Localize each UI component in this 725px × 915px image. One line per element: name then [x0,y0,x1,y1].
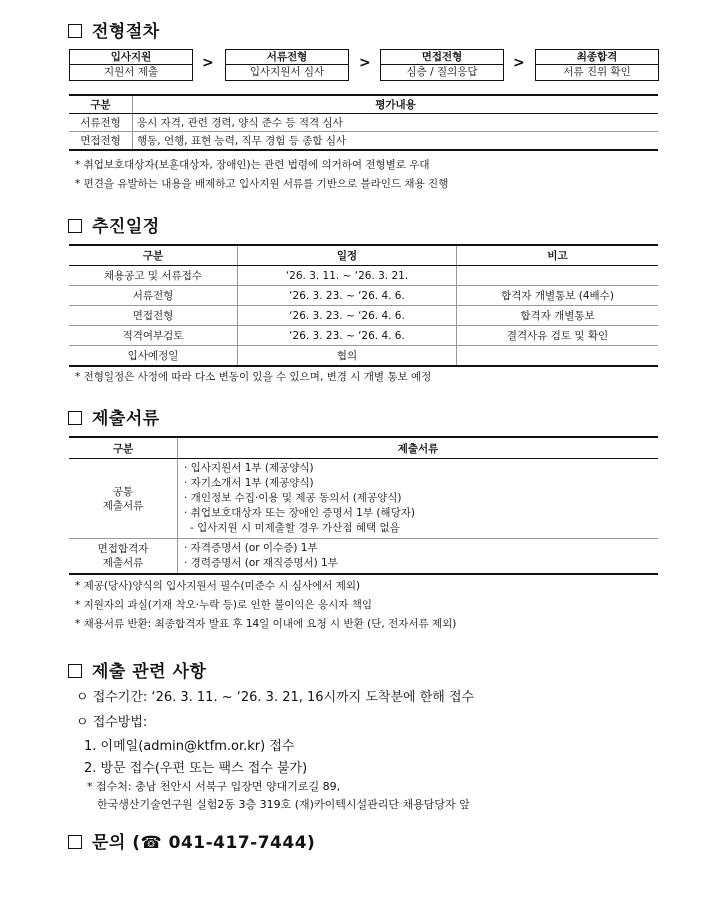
submission-method-email: 1. 이메일(admin@ktfm.or.kr) 접수 [84,739,295,754]
schedule-table [69,244,658,367]
chevron-right-icon: > [202,55,214,71]
table-cell-label: 공통 제출서류 [69,459,178,539]
step-document-screening [225,49,349,81]
list-item: · 자격증명서 (or 이수증) 1부 [184,542,318,554]
step-desc: 입사지원서 심사 [249,66,325,78]
section-title-procedure: 전형절차 [68,17,160,42]
table-cell: ‘26. 3. 23. ~ ‘26. 4. 6. [238,306,457,326]
note-line: * 편견을 유발하는 내용을 배제하고 입사지원 서류를 기반으로 블라인드 채용 진행 [75,178,449,190]
column-header: 평가내용 [133,95,659,114]
table-cell: 결격사유 검토 및 확인 [457,326,659,346]
table-row [69,132,658,151]
table-row [69,539,658,575]
submission-address-line2: 한국생산기술연구원 실험2동 3층 319호 (재)카이텍시설관리단 채용담당자 앞 [97,798,470,811]
list-item: - 입사지원 시 미제출할 경우 가산점 혜택 없음 [190,522,400,534]
checkbox-square-icon [68,835,82,849]
table-cell: 입사예정일 [69,346,238,367]
note-line: * 채용서류 반환: 최종합격자 발표 후 14일 이내에 요청 시 반환 (단, 전자서류 제외) [75,618,457,630]
column-header: 구분 [69,95,133,114]
step-desc: 지원서 제출 [103,66,159,78]
table-row [69,306,658,326]
list-item: · 경력증명서 (or 재직증명서) 1부 [184,557,338,569]
evaluation-table [69,94,658,151]
list-item: · 자기소개서 1부 (제공양식) [184,477,314,489]
section-title-schedule: 추진일정 [68,212,160,237]
column-header: 구분 [69,437,178,459]
table-row [69,326,658,346]
table-cell: 채용공고 및 서류접수 [69,266,238,286]
table-row [69,346,658,367]
step-desc: 서류 진위 확인 [563,66,631,78]
note-line: * 전형일정은 사정에 따라 다소 변동이 있을 수 있으며, 변경 시 개별 통보 예정 [75,371,432,383]
submission-period: ㅇ 접수기간: ‘26. 3. 11. ~ ‘26. 3. 21, 16시까지 도착분에 한해 접수 [76,690,475,705]
table-cell-items [178,459,659,539]
table-cell [457,346,659,367]
table-row [69,459,658,539]
table-cell [457,266,659,286]
chevron-right-icon: > [359,55,371,71]
table-cell: ‘26. 3. 11. ~ ‘26. 3. 21. [238,266,457,286]
step-title: 최종합격 [536,50,658,65]
note-line: * 취업보호대상자(보훈대상자, 장애인)는 관련 법령에 의거하여 전형별로 우대 [75,159,430,171]
table-cell: 합격자 개별통보 (4배수) [457,286,659,306]
table-cell: ‘26. 3. 23. ~ ‘26. 4. 6. [238,326,457,346]
column-header: 비고 [457,245,659,266]
table-cell: 적격여부검토 [69,326,238,346]
table-header-row [69,437,658,459]
list-item: · 취업보호대상자 또는 장애인 증명서 1부 (해당자) [184,507,415,519]
checkbox-square-icon [68,219,82,233]
note-line: * 제공(당사)양식의 입사지원서 필수(미준수 시 심사에서 제외) [75,580,361,592]
step-desc: 심층 / 질의응답 [406,66,478,78]
section-title-submission: 제출 관련 사항 [68,657,206,682]
step-title: 입사지원 [70,50,192,65]
table-cell: 합격자 개별통보 [457,306,659,326]
section-title-contact: 문의 (☎ 041-417-7444) [68,828,315,853]
table-cell: 응시 자격, 관련 경력, 양식 준수 등 적격 심사 [133,114,659,132]
table-row [69,114,658,132]
step-final-pass [535,49,659,81]
documents-table [69,436,658,575]
table-cell: 서류전형 [69,286,238,306]
checkbox-square-icon [68,24,82,38]
column-header: 제출서류 [178,437,659,459]
list-item: · 입사지원서 1부 (제공양식) [184,462,314,474]
checkbox-square-icon [68,411,82,425]
chevron-right-icon: > [513,55,525,71]
column-header: 구분 [69,245,238,266]
step-title: 서류전형 [226,50,348,65]
table-cell: 면접전형 [69,306,238,326]
list-item: · 개인정보 수집·이용 및 제공 동의서 (제공양식) [184,492,402,504]
table-cell: 행동, 언행, 표현 능력, 직무 경험 등 종합 심사 [133,132,659,151]
documents-notes [75,577,456,634]
table-header-row [69,245,658,266]
step-interview [380,49,504,81]
process-flow [69,49,658,81]
table-cell: 협의 [238,346,457,367]
column-header: 일정 [238,245,457,266]
submission-method: ㅇ 접수방법: [76,715,148,730]
table-header-row [69,95,658,114]
table-row [69,286,658,306]
table-row [69,266,658,286]
table-cell: 서류전형 [69,114,133,132]
step-title: 면접전형 [381,50,503,65]
section-title-documents: 제출서류 [68,404,160,429]
note-line: * 지원자의 과실(기재 착오·누락 등)로 인한 불이익은 응시자 책임 [75,599,373,611]
schedule-note [75,368,431,387]
table-cell-items [178,539,659,575]
step-apply [69,49,193,81]
submission-address-line1: * 접수처: 충남 천안시 서북구 입장면 양대기로길 89, [87,780,341,793]
submission-method-visit: 2. 방문 접수(우편 또는 팩스 접수 불가) [84,761,308,776]
table-cell: ‘26. 3. 23. ~ ‘26. 4. 6. [238,286,457,306]
table-cell-label: 면접합격자 제출서류 [69,539,178,575]
procedure-notes [75,156,448,194]
table-cell: 면접전형 [69,132,133,151]
checkbox-square-icon [68,664,82,678]
